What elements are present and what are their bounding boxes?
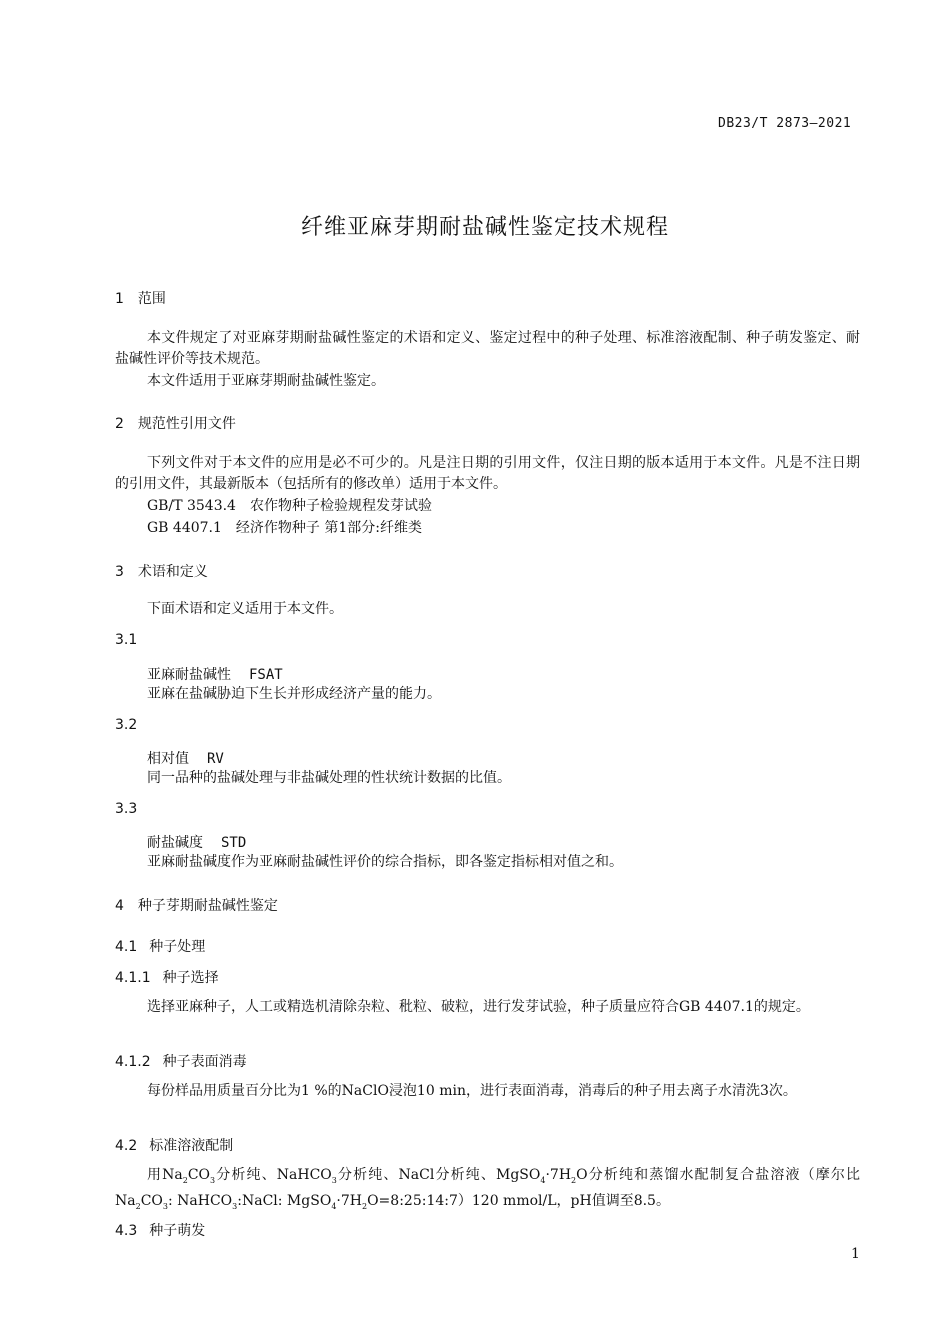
subsection-4-1-1-heading: [115, 967, 219, 987]
section-title: 规范性引用文件: [137, 416, 236, 432]
term-definition: 亚麻耐盐碱度作为亚麻耐盐碱性评价的综合指标，即各鉴定指标相对值之和。: [147, 854, 623, 870]
section-1-paragraph-2: 本文件适用于亚麻芽期耐盐碱性鉴定。: [147, 373, 385, 389]
term-number: 3.1: [115, 632, 138, 648]
section-title: 种子处理: [149, 939, 206, 955]
section-title: 种子芽期耐盐碱性鉴定: [137, 898, 278, 914]
term-name: 亚麻耐盐碱性: [147, 667, 231, 683]
section-title: 种子萌发: [149, 1223, 206, 1239]
subsection-4-1-1-text: 选择亚麻种子，人工或精选机清除杂粒、秕粒、破粒，进行发芽试验，种子质量应符合GB 4407.1的规定。: [147, 999, 810, 1015]
subsection-4-1-heading: [115, 936, 205, 956]
term-definition: 同一品种的盐碱处理与非盐碱处理的性状统计数据的比值。: [147, 770, 511, 786]
section-number: 4.1.2: [115, 1054, 151, 1070]
section-title: 种子表面消毒: [162, 1054, 247, 1070]
term-name: 耐盐碱度: [147, 835, 203, 851]
subsection-4-3-heading: [115, 1220, 205, 1240]
subsection-4-2-text: 用$Na_2CO_3$分析纯、NaHCO$_3$分析纯、NaCl分析纯、$MgSO_4\cdot 7H_2O$分析纯和蒸馏水配制复合盐溶液（摩尔比$Na_2CO_3$: NaHCO$_3$:NaCl: $MgSO_4\cdot 7H_2O=8:25:14:7)120$ mmol/L，pH值调至8.5。: [115, 1167, 860, 1211]
section-3-heading: [115, 561, 208, 581]
term-abbreviation: FSAT: [249, 667, 283, 683]
term-abbreviation: STD: [221, 835, 247, 851]
section-2-paragraph-1: 下列文件对于本文件的应用是必不可少的。凡是注日期的引用文件，仅注日期的版本适用于本文件。凡是不注日期的引用文件，其最新版本（包括所有的修改单）适用于本文件。: [115, 455, 860, 492]
term-number: 3.3: [115, 801, 138, 817]
section-number: 4.1.1: [115, 970, 151, 986]
section-1-paragraph-1: 本文件规定了对亚麻芽期耐盐碱性鉴定的术语和定义、鉴定过程中的种子处理、标准溶液配制、种子萌发鉴定、耐盐碱性评价等技术规范。: [115, 330, 860, 367]
document-title: 纤维亚麻芽期耐盐碱性鉴定技术规程: [300, 215, 669, 240]
section-title: 标准溶液配制: [149, 1138, 234, 1154]
reference-item: GB/T 3543.4 农作物种子检验规程发芽试验: [147, 498, 432, 514]
term-entry: [147, 664, 283, 684]
subsection-4-1-2-heading: [115, 1051, 247, 1071]
section-number: 3: [115, 564, 124, 580]
section-3-paragraph-1: 下面术语和定义适用于本文件。: [147, 601, 343, 617]
reference-item: GB 4407.1 经济作物种子 第1部分:纤维类: [147, 520, 422, 536]
subsection-4-1-2-text: 每份样品用质量百分比为1 %的NaClO浸泡10 min，进行表面消毒，消毒后的种子用去离子水清洗3次。: [147, 1083, 797, 1099]
section-number: 4.2: [115, 1138, 138, 1154]
section-title: 种子选择: [162, 970, 219, 986]
term-entry: [147, 832, 246, 852]
section-number: 1: [115, 291, 124, 307]
section-4-heading: [115, 895, 278, 915]
section-2-heading: [115, 413, 236, 433]
subsection-4-2-heading: [115, 1135, 233, 1155]
page-number: 1: [851, 1246, 860, 1262]
term-name: 相对值: [147, 751, 189, 767]
term-entry: [147, 748, 224, 768]
document-code: DB23/T 2873—2021: [718, 116, 852, 131]
section-number: 4.1: [115, 939, 138, 955]
section-1-heading: [115, 288, 166, 308]
term-definition: 亚麻在盐碱胁迫下生长并形成经济产量的能力。: [147, 686, 441, 702]
section-number: 2: [115, 416, 124, 432]
section-title: 术语和定义: [137, 564, 208, 580]
term-abbreviation: RV: [207, 751, 224, 767]
term-number: 3.2: [115, 717, 138, 733]
section-title: 范围: [137, 291, 166, 307]
section-number: 4.3: [115, 1223, 138, 1239]
section-number: 4: [115, 898, 124, 914]
